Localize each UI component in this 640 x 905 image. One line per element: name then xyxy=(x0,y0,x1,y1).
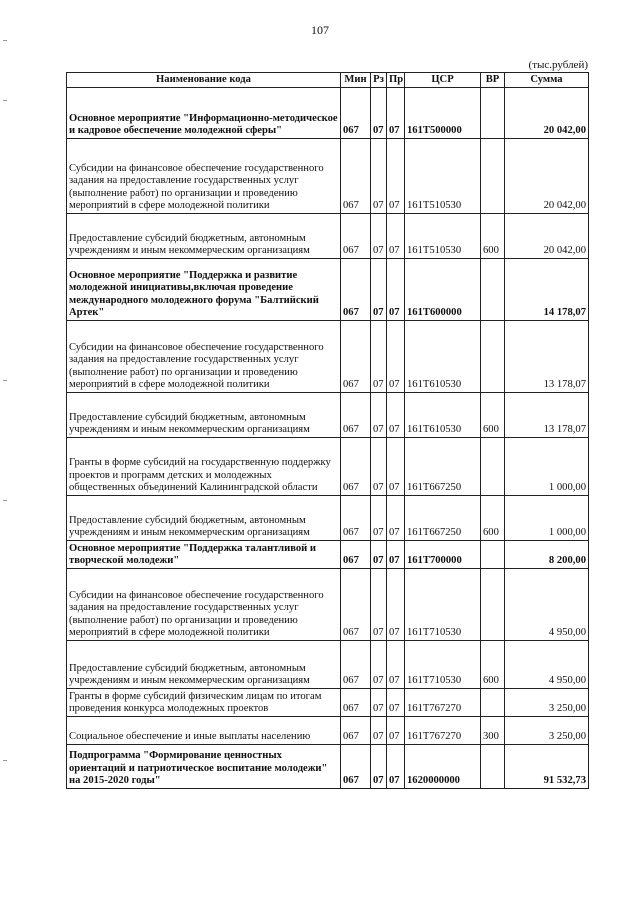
row-vr xyxy=(481,88,505,139)
row-name: Социальное обеспечение и иные выплаты населению xyxy=(67,717,341,745)
row-csr: 161Т667250 xyxy=(405,496,481,541)
header-name: Наименование кода xyxy=(67,73,341,88)
row-pr: 07 xyxy=(387,139,405,214)
row-sum: 20 042,00 xyxy=(505,214,589,259)
table-header-row xyxy=(67,73,589,88)
row-csr: 161Т610530 xyxy=(405,321,481,393)
row-sum: 20 042,00 xyxy=(505,88,589,139)
row-rz: 07 xyxy=(371,214,387,259)
units-label: (тыс.рублей) xyxy=(528,59,588,71)
row-csr: 161Т767270 xyxy=(405,689,481,717)
row-rz: 07 xyxy=(371,541,387,569)
row-rz: 07 xyxy=(371,641,387,689)
row-vr xyxy=(481,259,505,321)
table-row xyxy=(67,88,589,139)
row-vr xyxy=(481,541,505,569)
row-vr: 600 xyxy=(481,393,505,438)
row-pr: 07 xyxy=(387,88,405,139)
row-min: 067 xyxy=(341,259,371,321)
table-row xyxy=(67,717,589,745)
row-name: Субсидии на финансовое обеспечение государственного задания на предоставление государственных услуг (выполнение работ) по организации и проведению мероприятий в сфере молодежной политики xyxy=(67,139,341,214)
row-sum: 3 250,00 xyxy=(505,717,589,745)
row-min: 067 xyxy=(341,496,371,541)
row-min: 067 xyxy=(341,641,371,689)
row-name: Предоставление субсидий бюджетным, автономным учреждениям и иным некоммерческим организациям xyxy=(67,496,341,541)
row-name: Основное мероприятие "Информационно-методическое и кадровое обеспечение молодежной сферы" xyxy=(67,88,341,139)
row-csr: 161Т667250 xyxy=(405,438,481,496)
row-sum: 4 950,00 xyxy=(505,641,589,689)
row-min: 067 xyxy=(341,321,371,393)
margin-mark xyxy=(3,500,7,501)
row-min: 067 xyxy=(341,214,371,259)
row-csr: 161Т767270 xyxy=(405,717,481,745)
header-sum: Сумма xyxy=(505,73,589,88)
row-pr: 07 xyxy=(387,438,405,496)
row-pr: 07 xyxy=(387,745,405,789)
header-rz: Рз xyxy=(371,73,387,88)
row-rz: 07 xyxy=(371,496,387,541)
row-sum: 4 950,00 xyxy=(505,569,589,641)
row-name: Основное мероприятие "Поддержка талантливой и творческой молодежи" xyxy=(67,541,341,569)
row-name: Предоставление субсидий бюджетным, автономным учреждениям и иным некоммерческим организациям xyxy=(67,214,341,259)
row-name: Гранты в форме субсидий на государственную поддержку проектов и программ детских и молодежных общественных объединений Калининградской области xyxy=(67,438,341,496)
row-pr: 07 xyxy=(387,689,405,717)
row-rz: 07 xyxy=(371,569,387,641)
row-pr: 07 xyxy=(387,393,405,438)
row-csr: 161Т600000 xyxy=(405,259,481,321)
row-sum: 13 178,07 xyxy=(505,393,589,438)
row-rz: 07 xyxy=(371,438,387,496)
row-rz: 07 xyxy=(371,88,387,139)
header-min: Мин xyxy=(341,73,371,88)
margin-mark xyxy=(3,380,7,381)
margin-mark xyxy=(3,40,7,41)
row-min: 067 xyxy=(341,438,371,496)
row-vr: 600 xyxy=(481,496,505,541)
row-pr: 07 xyxy=(387,569,405,641)
row-name: Субсидии на финансовое обеспечение государственного задания на предоставление государственных услуг (выполнение работ) по организации и проведению мероприятий в сфере молодежной политики xyxy=(67,569,341,641)
header-csr: ЦСР xyxy=(405,73,481,88)
row-min: 067 xyxy=(341,139,371,214)
row-vr xyxy=(481,745,505,789)
row-name: Основное мероприятие "Поддержка и развитие молодежной инициативы,включая проведение международного молодежного форума "Балтийский Артек" xyxy=(67,259,341,321)
row-min: 067 xyxy=(341,541,371,569)
row-vr xyxy=(481,569,505,641)
row-rz: 07 xyxy=(371,139,387,214)
table-row xyxy=(67,496,589,541)
margin-mark xyxy=(3,100,7,101)
table-row xyxy=(67,641,589,689)
row-name: Предоставление субсидий бюджетным, автономным учреждениям и иным некоммерческим организациям xyxy=(67,393,341,438)
budget-table xyxy=(66,72,589,789)
row-rz: 07 xyxy=(371,259,387,321)
row-min: 067 xyxy=(341,689,371,717)
row-pr: 07 xyxy=(387,541,405,569)
row-name: Предоставление субсидий бюджетным, автономным учреждениям и иным некоммерческим организациям xyxy=(67,641,341,689)
row-csr: 1620000000 xyxy=(405,745,481,789)
row-vr: 300 xyxy=(481,717,505,745)
row-csr: 161Т710530 xyxy=(405,569,481,641)
row-min: 067 xyxy=(341,569,371,641)
row-csr: 161Т510530 xyxy=(405,139,481,214)
row-min: 067 xyxy=(341,745,371,789)
table-row xyxy=(67,259,589,321)
row-csr: 161Т700000 xyxy=(405,541,481,569)
row-rz: 07 xyxy=(371,321,387,393)
table-row xyxy=(67,214,589,259)
row-pr: 07 xyxy=(387,496,405,541)
row-sum: 1 000,00 xyxy=(505,438,589,496)
row-vr xyxy=(481,139,505,214)
row-rz: 07 xyxy=(371,393,387,438)
row-rz: 07 xyxy=(371,689,387,717)
table-row xyxy=(67,321,589,393)
row-pr: 07 xyxy=(387,717,405,745)
table-row xyxy=(67,139,589,214)
row-sum: 1 000,00 xyxy=(505,496,589,541)
row-sum: 91 532,73 xyxy=(505,745,589,789)
row-rz: 07 xyxy=(371,745,387,789)
row-name: Подпрограмма "Формирование ценностных ориентаций и патриотическое воспитание молодежи" на 2015-2020 годы" xyxy=(67,745,341,789)
table-row xyxy=(67,745,589,789)
margin-mark xyxy=(3,760,7,761)
row-pr: 07 xyxy=(387,321,405,393)
table-row xyxy=(67,569,589,641)
row-pr: 07 xyxy=(387,214,405,259)
row-name: Субсидии на финансовое обеспечение государственного задания на предоставление государственных услуг (выполнение работ) по организации и проведению мероприятий в сфере молодежной политики xyxy=(67,321,341,393)
header-vr: ВР xyxy=(481,73,505,88)
row-pr: 07 xyxy=(387,259,405,321)
row-sum: 3 250,00 xyxy=(505,689,589,717)
row-pr: 07 xyxy=(387,641,405,689)
row-vr xyxy=(481,689,505,717)
row-csr: 161Т610530 xyxy=(405,393,481,438)
row-csr: 161Т510530 xyxy=(405,214,481,259)
table-row xyxy=(67,393,589,438)
page-number: 107 xyxy=(311,23,329,37)
row-vr: 600 xyxy=(481,214,505,259)
header-pr: Пр xyxy=(387,73,405,88)
row-name: Гранты в форме субсидий физическим лицам по итогам проведения конкурса молодежных проектов xyxy=(67,689,341,717)
row-sum: 13 178,07 xyxy=(505,321,589,393)
row-vr: 600 xyxy=(481,641,505,689)
row-csr: 161Т500000 xyxy=(405,88,481,139)
table-row xyxy=(67,689,589,717)
row-sum: 20 042,00 xyxy=(505,139,589,214)
row-csr: 161Т710530 xyxy=(405,641,481,689)
row-sum: 8 200,00 xyxy=(505,541,589,569)
row-min: 067 xyxy=(341,88,371,139)
row-vr xyxy=(481,438,505,496)
table-row xyxy=(67,541,589,569)
row-min: 067 xyxy=(341,717,371,745)
row-vr xyxy=(481,321,505,393)
row-rz: 07 xyxy=(371,717,387,745)
row-sum: 14 178,07 xyxy=(505,259,589,321)
table-row xyxy=(67,438,589,496)
row-min: 067 xyxy=(341,393,371,438)
